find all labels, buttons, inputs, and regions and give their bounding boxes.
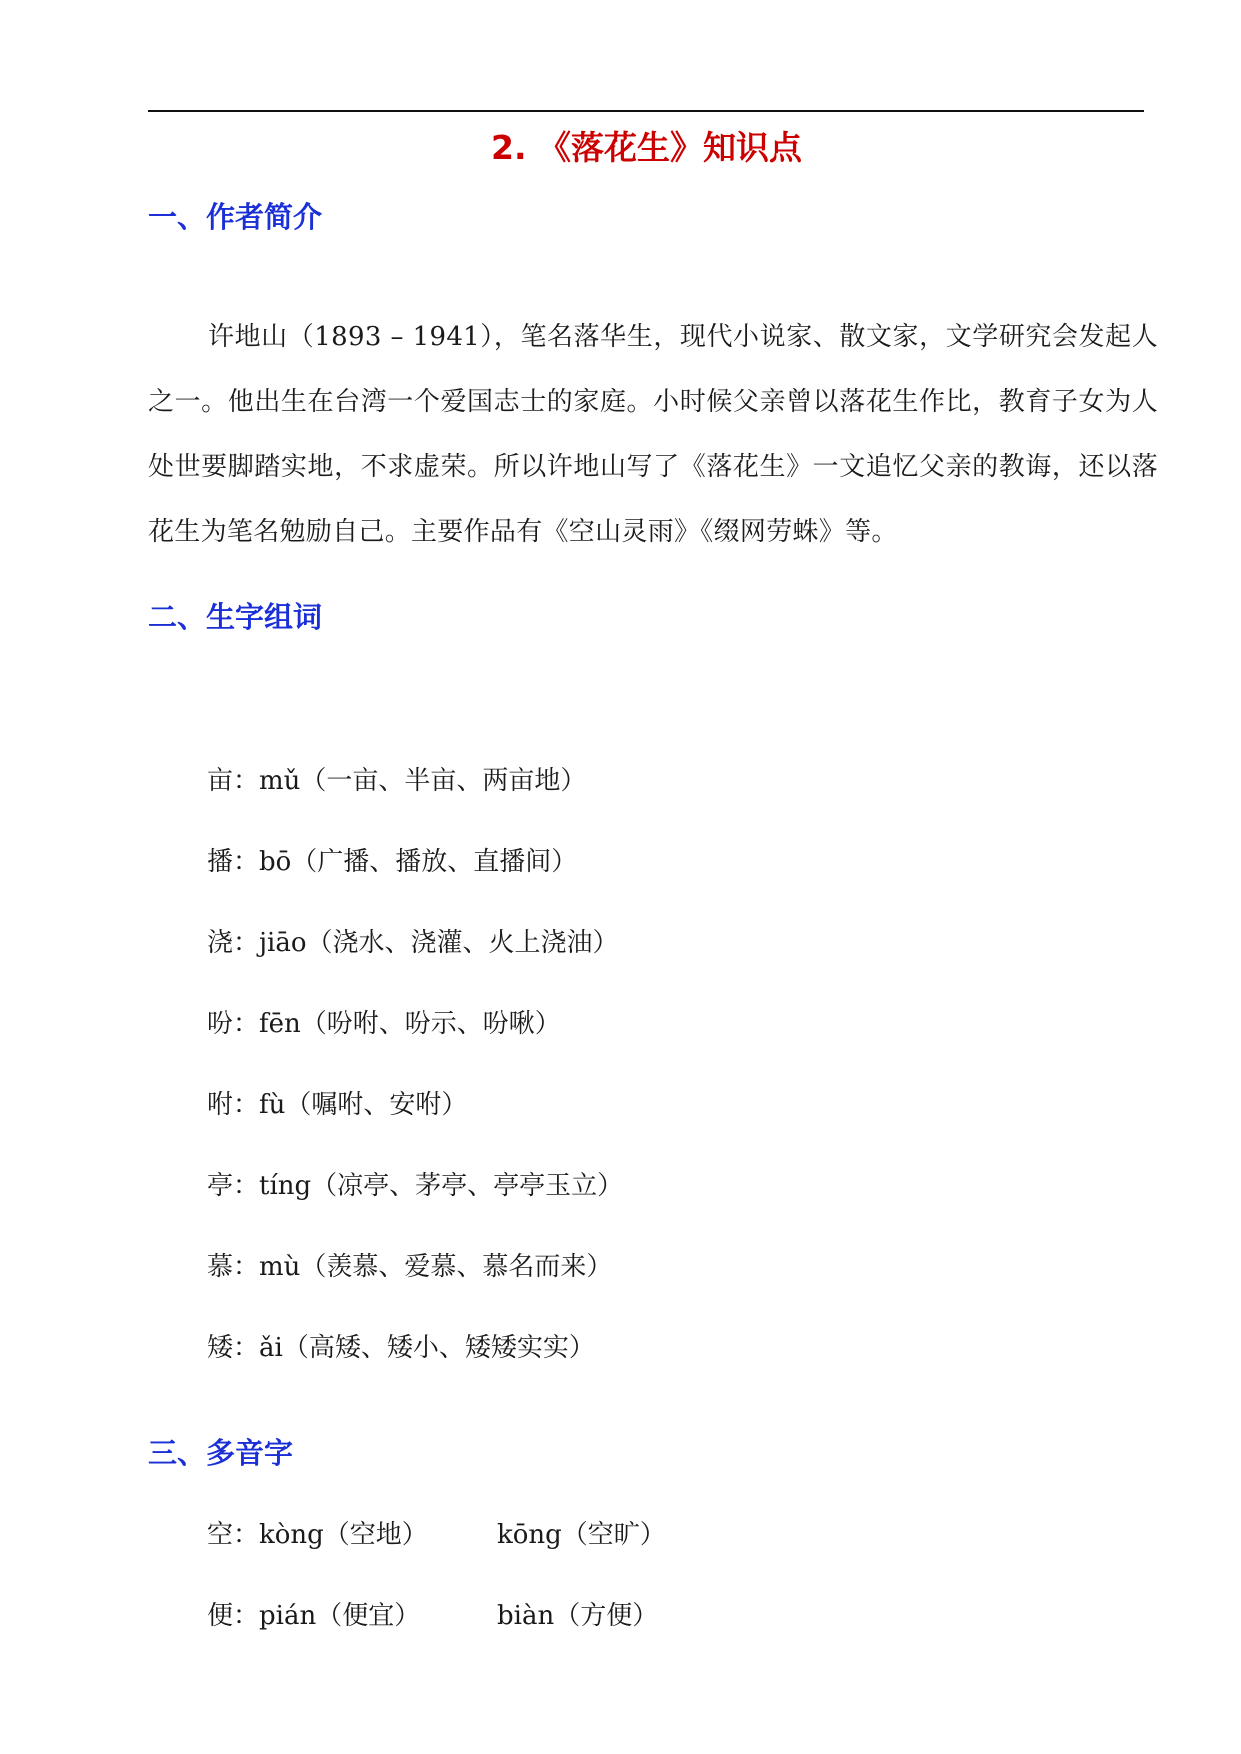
list-item: 慕：mù（羡慕、爱慕、慕名而来） bbox=[207, 1252, 613, 1282]
reading-second: biàn（方便） bbox=[497, 1601, 659, 1631]
list-item bbox=[207, 1599, 666, 1633]
section-heading-vocabulary: 二、生字组词 bbox=[148, 600, 323, 634]
reading-first: 便：pián（便宜） bbox=[207, 1601, 421, 1631]
list-item bbox=[207, 1518, 666, 1552]
list-item: 吩：fēn（吩咐、吩示、吩啾） bbox=[207, 1009, 561, 1039]
list-item: 矮：ǎi（高矮、矮小、矮矮实实） bbox=[207, 1333, 595, 1363]
header-rule bbox=[148, 110, 1144, 112]
author-paragraph: 许地山（1893 – 1941），笔名落华生，现代小说家、散文家，文学研究会发起人之一。他出生在台湾一个爱国志士的家庭。小时候父亲曾以落花生作比，教育子女为人处世要脚踏实地，不求虚荣。所以许地山写了《落花生》一文追忆父亲的教诲，还以落花生为笔名勉励自己。主要作品有《空山灵雨》《缀网劳蛛》等。 bbox=[148, 322, 1158, 547]
list-item: 咐：fù（嘱咐、安咐） bbox=[207, 1090, 468, 1120]
section-heading-author: 一、作者简介 bbox=[148, 200, 323, 234]
reading-first: 空：kòng（空地） bbox=[207, 1520, 428, 1550]
document-title: 2. 《落花生》知识点 bbox=[491, 128, 802, 167]
reading-second: kōng（空旷） bbox=[497, 1520, 666, 1550]
vocabulary-list bbox=[207, 764, 623, 1412]
list-item: 播：bō（广播、播放、直播间） bbox=[207, 847, 578, 877]
list-item: 亭：tíng（凉亭、茅亭、亭亭玉立） bbox=[207, 1171, 624, 1201]
polyphonic-list bbox=[207, 1518, 666, 1680]
list-item: 浇：jiāo（浇水、浇灌、火上浇油） bbox=[207, 928, 619, 958]
list-item: 亩：mǔ（一亩、半亩、两亩地） bbox=[207, 766, 587, 796]
section-heading-polyphonic: 三、多音字 bbox=[148, 1436, 294, 1470]
